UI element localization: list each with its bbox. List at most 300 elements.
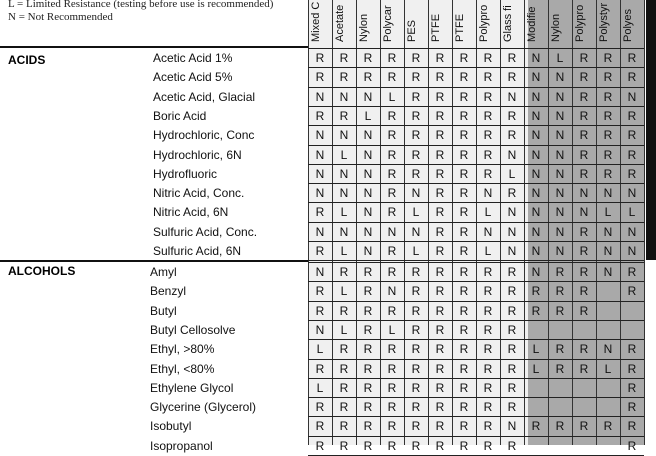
rating-cell: R (507, 51, 517, 65)
rating-cell: N (555, 147, 565, 162)
rating-cell: R (459, 108, 469, 123)
rating-cell: R (387, 147, 397, 162)
rating-cell: R (603, 51, 613, 65)
chemical-name: Nitric Acid, 6N (153, 205, 229, 220)
rating-cell: R (531, 419, 541, 434)
chemical-name: Amyl (150, 265, 177, 279)
rating-cell: N (627, 224, 637, 239)
column-header-label: Modifie (526, 6, 538, 42)
rating-cell: R (411, 284, 421, 299)
rating-cell: R (507, 438, 517, 453)
rating-cell: R (339, 361, 349, 376)
rating-cell: R (435, 51, 445, 65)
rating-cell: R (411, 147, 421, 162)
rating-cell: R (363, 70, 373, 85)
column-header-label: Glass fi (502, 5, 514, 42)
rating-cell: N (363, 224, 373, 239)
rating-cell: R (459, 265, 469, 279)
rating-cell: R (363, 322, 373, 337)
rating-cell: N (411, 186, 421, 201)
rating-cell: R (315, 419, 325, 434)
rating-cell: R (459, 419, 469, 434)
rating-cell: R (483, 303, 493, 318)
rating-cell: N (339, 89, 349, 104)
rating-cell: R (435, 224, 445, 239)
rating-cell: R (627, 147, 637, 162)
rating-cell: N (627, 186, 637, 201)
rating-cell: L (340, 147, 348, 162)
rating-cell: L (412, 205, 420, 220)
rating-cell: R (411, 265, 421, 279)
rating-cell: R (483, 265, 493, 279)
rating-cell: N (603, 186, 613, 201)
resistance-grid (308, 0, 644, 453)
rating-cell: R (507, 400, 517, 415)
column-header (572, 0, 595, 46)
rating-cell: R (315, 284, 325, 299)
rating-cell: R (435, 361, 445, 376)
rating-cell: N (531, 224, 541, 239)
rating-cell: N (363, 205, 373, 220)
rating-cell: N (363, 166, 373, 181)
grid-vline (644, 0, 645, 445)
chemical-name: Glycerine (Glycerol) (150, 400, 257, 415)
rating-cell: R (579, 419, 589, 434)
column-header-label: Polyes (622, 8, 634, 42)
rating-cell: R (459, 322, 469, 337)
rating-cell: N (483, 186, 493, 201)
rating-cell: R (579, 284, 589, 299)
rating-cell: R (579, 361, 589, 376)
rating-cell: R (555, 265, 565, 279)
chemical-name: Nitric Acid, Conc. (153, 186, 245, 201)
rating-cell: R (579, 244, 589, 258)
chemical-name: Ethylene Glycol (150, 380, 234, 395)
rating-cell: R (387, 303, 397, 318)
rating-cell: R (435, 70, 445, 85)
rating-cell: R (435, 186, 445, 201)
rating-cell: R (387, 108, 397, 123)
rating-cell: R (483, 166, 493, 181)
rating-cell: R (483, 147, 493, 162)
rating-cell: R (579, 147, 589, 162)
column-header (596, 0, 619, 46)
rating-cell: R (531, 303, 541, 318)
rating-cell: R (603, 419, 613, 434)
rating-cell: N (315, 224, 325, 239)
rating-cell: R (459, 89, 469, 104)
rating-cell: R (387, 128, 397, 143)
chemical-name: Hydrofluoric (153, 166, 218, 181)
rating-cell: R (459, 51, 469, 65)
rating-cell: N (555, 70, 565, 85)
rating-cell: N (339, 128, 349, 143)
column-header (404, 0, 427, 46)
rating-cell: R (579, 224, 589, 239)
rating-cell: R (579, 265, 589, 279)
rating-cell: R (411, 419, 421, 434)
rating-cell: N (555, 89, 565, 104)
chemical-name: Hydrochloric, 6N (153, 147, 242, 162)
rating-cell: L (556, 51, 564, 65)
column-header (356, 0, 379, 46)
rating-cell: N (315, 147, 325, 162)
rating-cell: N (603, 244, 613, 258)
rating-cell: N (339, 224, 349, 239)
rating-cell: L (532, 361, 540, 376)
rating-cell: R (411, 303, 421, 318)
rating-cell: R (579, 89, 589, 104)
right-edge-bar (646, 0, 656, 260)
column-header-label: Polypro (574, 4, 586, 42)
rating-cell: R (627, 400, 637, 415)
rating-cell: N (507, 224, 517, 239)
rating-cell: R (555, 342, 565, 357)
rating-cell: R (315, 70, 325, 85)
rating-cell: R (507, 108, 517, 123)
chemical-name: Butyl Cellosolve (150, 322, 236, 337)
rating-cell: R (627, 342, 637, 357)
rating-cell: R (315, 303, 325, 318)
rating-cell: N (603, 265, 613, 279)
rating-cell: R (363, 265, 373, 279)
rating-cell: R (435, 380, 445, 395)
column-header (620, 0, 643, 46)
rating-cell: R (555, 303, 565, 318)
rating-cell: R (435, 265, 445, 279)
rating-cell: N (531, 244, 541, 258)
rating-cell: R (459, 205, 469, 220)
column-header (428, 0, 451, 46)
rating-cell: R (315, 244, 325, 258)
rating-cell: R (627, 361, 637, 376)
rating-cell: R (363, 419, 373, 434)
rating-cell: N (531, 128, 541, 143)
rating-cell: R (627, 70, 637, 85)
chemical-name: Sulfuric Acid, 6N (153, 244, 242, 258)
rating-cell: R (483, 380, 493, 395)
rating-cell: R (387, 166, 397, 181)
rating-cell: R (579, 166, 589, 181)
rating-cell: R (315, 400, 325, 415)
column-header-label: PES (406, 19, 418, 42)
column-header (332, 0, 355, 46)
rating-cell: N (387, 284, 397, 299)
column-header-label: Nylon (358, 13, 370, 42)
rating-cell: N (579, 186, 589, 201)
rating-cell: R (459, 70, 469, 85)
rating-cell: R (363, 361, 373, 376)
rating-cell: R (627, 284, 637, 299)
rating-cell: R (435, 244, 445, 258)
rating-cell: R (339, 419, 349, 434)
rating-cell: N (603, 224, 613, 239)
rating-cell: L (316, 342, 324, 357)
rating-cell: R (627, 51, 637, 65)
rating-cell: R (627, 380, 637, 395)
rating-cell: R (315, 438, 325, 453)
rating-cell: N (555, 224, 565, 239)
rating-cell: L (484, 205, 492, 220)
column-header (524, 0, 547, 46)
rating-cell: R (459, 303, 469, 318)
rating-cell: R (411, 342, 421, 357)
rating-cell: R (507, 342, 517, 357)
rating-cell: R (387, 380, 397, 395)
rating-cell: R (339, 51, 349, 65)
rating-cell: R (603, 108, 613, 123)
rating-cell: N (507, 419, 517, 434)
rating-cell: R (579, 108, 589, 123)
rating-cell: R (459, 438, 469, 453)
rating-cell: N (315, 265, 325, 279)
chemical-name: Hydrochloric, Conc (153, 128, 255, 143)
rating-cell: N (315, 89, 325, 104)
rating-cell: N (411, 224, 421, 239)
rating-cell: R (435, 166, 445, 181)
rating-cell: R (459, 186, 469, 201)
rating-cell: R (411, 438, 421, 453)
rating-cell: R (603, 166, 613, 181)
rating-cell: R (411, 380, 421, 395)
rating-cell: R (363, 342, 373, 357)
rating-cell: R (603, 89, 613, 104)
rating-cell: R (411, 322, 421, 337)
rating-cell: R (483, 419, 493, 434)
rating-cell: N (531, 108, 541, 123)
rating-cell: L (412, 244, 420, 258)
rating-cell: N (483, 224, 493, 239)
chemical-name: Isopropanol (150, 438, 213, 453)
rating-cell: R (459, 342, 469, 357)
legend-not-recommended: N = Not Recommended (8, 11, 113, 23)
rating-cell: R (435, 303, 445, 318)
rating-cell: N (387, 224, 397, 239)
column-header-label: Polypro (478, 4, 490, 42)
rating-cell: N (531, 186, 541, 201)
rating-cell: N (363, 89, 373, 104)
rating-cell: L (604, 205, 612, 220)
rating-cell: R (411, 51, 421, 65)
rating-cell: R (339, 303, 349, 318)
rating-cell: R (387, 342, 397, 357)
rating-cell: L (508, 166, 516, 181)
column-header (308, 0, 331, 46)
rating-cell: R (339, 70, 349, 85)
rating-cell: R (387, 205, 397, 220)
rating-cell: R (387, 438, 397, 453)
rating-cell: N (555, 166, 565, 181)
rating-cell: N (507, 147, 517, 162)
rating-cell: R (411, 166, 421, 181)
rating-cell: R (315, 108, 325, 123)
rating-cell: L (532, 342, 540, 357)
rating-cell: N (555, 186, 565, 201)
top-rule (0, 46, 308, 48)
rating-cell: N (363, 147, 373, 162)
rating-cell: R (507, 322, 517, 337)
rating-cell: R (363, 51, 373, 65)
rating-cell: R (483, 128, 493, 143)
rating-cell: R (435, 419, 445, 434)
column-header-label: Acetate (334, 4, 346, 42)
rating-cell: R (339, 108, 349, 123)
rating-cell: R (603, 70, 613, 85)
rating-cell: R (627, 438, 637, 453)
rating-cell: R (579, 303, 589, 318)
rating-cell: R (435, 342, 445, 357)
rating-cell: R (483, 108, 493, 123)
rating-cell: R (411, 361, 421, 376)
rating-cell: R (411, 70, 421, 85)
rating-cell: R (483, 284, 493, 299)
rating-cell: R (435, 147, 445, 162)
rating-cell: N (507, 244, 517, 258)
rating-cell: R (483, 70, 493, 85)
rating-cell: R (627, 265, 637, 279)
rating-cell: R (483, 342, 493, 357)
rating-cell: R (339, 265, 349, 279)
rating-cell: R (627, 419, 637, 434)
rating-cell: R (315, 205, 325, 220)
rating-cell: R (483, 322, 493, 337)
rating-cell: R (627, 128, 637, 143)
rating-cell: N (531, 166, 541, 181)
rating-cell: R (411, 89, 421, 104)
chemical-name: Ethyl, >80% (150, 342, 215, 357)
rating-cell: R (363, 284, 373, 299)
rating-cell: R (363, 380, 373, 395)
rating-cell: R (507, 265, 517, 279)
rating-cell: N (363, 128, 373, 143)
rating-cell: N (507, 205, 517, 220)
column-header (500, 0, 523, 46)
rating-cell: R (459, 400, 469, 415)
rating-cell: R (459, 361, 469, 376)
legend-limited: L = Limited Resistance (testing before use is recommended) (8, 0, 274, 10)
rating-cell: N (531, 89, 541, 104)
rating-cell: R (387, 400, 397, 415)
rating-cell: R (459, 128, 469, 143)
rating-cell: N (603, 342, 613, 357)
rating-cell: R (339, 400, 349, 415)
rating-cell: R (507, 186, 517, 201)
rating-cell: R (435, 128, 445, 143)
rating-cell: R (387, 51, 397, 65)
rating-cell: R (435, 322, 445, 337)
column-header (548, 0, 571, 46)
rating-cell: R (603, 128, 613, 143)
rating-cell: R (555, 284, 565, 299)
rating-cell: N (555, 244, 565, 258)
rating-cell: N (531, 205, 541, 220)
rating-cell: R (435, 205, 445, 220)
column-header-label: Nylon (550, 13, 562, 42)
rating-cell: R (387, 265, 397, 279)
rating-cell: R (507, 303, 517, 318)
rating-cell: R (339, 342, 349, 357)
chemical-name: Butyl (150, 303, 177, 318)
rating-cell: R (339, 380, 349, 395)
rating-cell: R (363, 438, 373, 453)
rating-cell: N (315, 322, 325, 337)
rating-cell: R (579, 70, 589, 85)
chemical-name: Sulfuric Acid, Conc. (153, 224, 258, 239)
rating-cell: L (316, 380, 324, 395)
rating-cell: R (507, 380, 517, 395)
rating-cell: L (364, 108, 372, 123)
alcohols-rule (0, 260, 308, 262)
rating-cell: R (483, 361, 493, 376)
rating-cell: N (339, 166, 349, 181)
rating-cell: N (627, 89, 637, 104)
chemical-name: Isobutyl (150, 419, 192, 434)
rating-cell: R (507, 128, 517, 143)
rating-cell: N (555, 205, 565, 220)
column-header-label: Mixed C (310, 1, 322, 42)
column-header-label: Polycar (382, 5, 394, 42)
rating-cell: N (363, 186, 373, 201)
rating-cell: L (604, 361, 612, 376)
rating-cell: R (387, 186, 397, 201)
rating-cell: N (531, 51, 541, 65)
rating-cell: R (435, 284, 445, 299)
rating-cell: R (411, 400, 421, 415)
rating-cell: R (531, 284, 541, 299)
rating-cell: N (555, 108, 565, 123)
rating-cell: R (459, 224, 469, 239)
rating-cell: N (555, 128, 565, 143)
column-header (476, 0, 499, 46)
chemical-name: Boric Acid (153, 108, 207, 123)
rating-cell: N (363, 244, 373, 258)
rating-cell: R (483, 51, 493, 65)
rating-cell: R (459, 147, 469, 162)
rating-cell: R (363, 303, 373, 318)
chemical-name: Benzyl (150, 284, 187, 299)
rating-cell: R (579, 51, 589, 65)
rating-cell: R (483, 400, 493, 415)
rating-cell: N (339, 186, 349, 201)
rating-cell: R (507, 284, 517, 299)
rating-cell: R (483, 438, 493, 453)
rating-cell: R (435, 89, 445, 104)
rating-cell: R (387, 419, 397, 434)
rating-cell: R (315, 51, 325, 65)
rating-cell: N (627, 244, 637, 258)
rating-cell: N (315, 166, 325, 181)
rating-cell: R (627, 108, 637, 123)
rating-cell: R (339, 438, 349, 453)
rating-cell: R (459, 284, 469, 299)
column-header-label: Polystyr (598, 2, 610, 42)
rating-cell: R (603, 147, 613, 162)
chemical-name: Acetic Acid 5% (153, 70, 233, 85)
rating-cell: N (579, 205, 589, 220)
rating-cell: L (628, 205, 636, 220)
rating-cell: N (531, 70, 541, 85)
rating-cell: R (435, 400, 445, 415)
rating-cell: R (387, 70, 397, 85)
column-header (452, 0, 475, 46)
rating-cell: L (340, 284, 348, 299)
rating-cell: R (435, 438, 445, 453)
chemical-name: Ethyl, <80% (150, 361, 215, 376)
chemical-name: Acetic Acid, Glacial (153, 89, 256, 104)
column-header (380, 0, 403, 46)
rating-cell: R (387, 361, 397, 376)
rating-cell: R (459, 166, 469, 181)
